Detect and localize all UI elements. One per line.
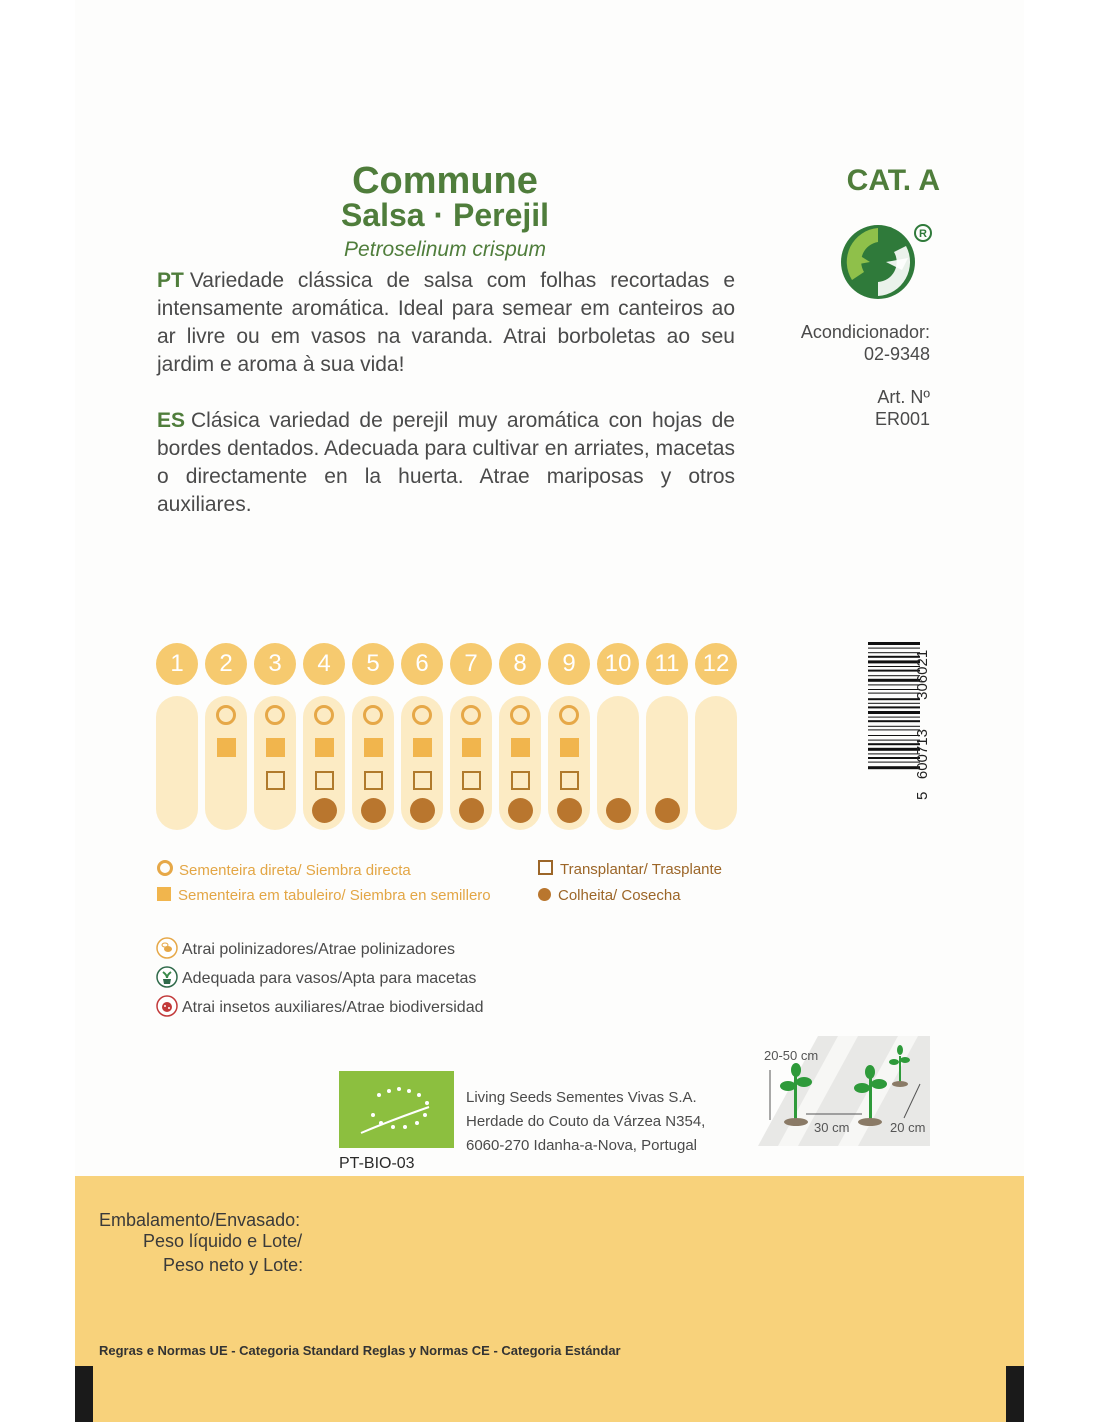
barcode-first-digit: 5 bbox=[914, 791, 931, 800]
rules-text: Regras e Normas UE - Categoria Standard Reglas y Normas CE - Categoria Estándar bbox=[99, 1343, 621, 1358]
barcode-bar bbox=[868, 689, 920, 690]
description-es bbox=[157, 407, 735, 519]
harvest-mark bbox=[557, 798, 582, 823]
month-column-12 bbox=[695, 696, 737, 830]
packaging-line-3: Peso neto y Lote: bbox=[163, 1255, 304, 1275]
feature-pollinators-label: Atrai polinizadores/Atrae polinizadores bbox=[182, 941, 456, 958]
legend-harvest bbox=[538, 886, 681, 906]
harvest-mark bbox=[606, 798, 631, 823]
product-common-names: Salsa · Perejil bbox=[340, 197, 550, 233]
plant-spacing-label: 30 cm bbox=[814, 1120, 850, 1135]
lang-code-es: ES bbox=[157, 409, 186, 432]
month-number-6: 6 bbox=[401, 643, 443, 685]
barcode-bar bbox=[868, 656, 920, 658]
barcode-bar bbox=[868, 766, 920, 769]
tray-sowing-mark bbox=[315, 738, 334, 757]
harvest-mark bbox=[361, 798, 386, 823]
month-number-11: 11 bbox=[646, 643, 688, 685]
harvest-mark bbox=[312, 798, 337, 823]
barcode-right-group: 306021 bbox=[914, 649, 931, 700]
tray-sowing-icon bbox=[157, 887, 171, 901]
month-column-1 bbox=[156, 696, 198, 830]
tray-sowing-mark bbox=[560, 738, 579, 757]
month-number-7: 7 bbox=[450, 643, 492, 685]
barcode-bar bbox=[868, 729, 920, 730]
transplant-icon bbox=[538, 860, 553, 875]
month-column-3 bbox=[254, 696, 296, 830]
svg-text:R: R bbox=[919, 228, 927, 240]
harvest-icon bbox=[538, 888, 551, 901]
feature-biodiversity bbox=[156, 995, 483, 1018]
description-es-text: Clásica variedad de perejil muy aromática con hojas de bordes dentados. Adecuada para cultivar en arriates, macetas o directamente en la huerta. Atrae mariposas y otros auxiliares. bbox=[157, 409, 735, 516]
legend-tray-label: Sementeira em tabuleiro/ Siembra en semillero bbox=[178, 887, 491, 904]
packaging-line-2: Peso líquido e Lote/ bbox=[143, 1231, 303, 1251]
depth-label: 20-50 cm bbox=[764, 1048, 819, 1063]
feature-pollinators bbox=[156, 937, 455, 960]
product-name: Commune bbox=[352, 160, 538, 202]
right-edge-bar bbox=[1006, 1366, 1024, 1422]
direct-sowing-mark bbox=[461, 705, 481, 725]
direct-sowing-mark bbox=[314, 705, 334, 725]
month-column-4 bbox=[303, 696, 345, 830]
barcode-bar bbox=[868, 642, 920, 645]
tray-sowing-mark bbox=[217, 738, 236, 757]
barcode-bar bbox=[868, 670, 920, 672]
legend-harvest-label: Colheita/ Cosecha bbox=[558, 887, 681, 904]
barcode-bar bbox=[868, 743, 920, 745]
description-pt bbox=[157, 267, 735, 379]
company-name: Living Seeds Sementes Vivas S.A. bbox=[466, 1089, 697, 1106]
month-number-5: 5 bbox=[352, 643, 394, 685]
direct-sowing-icon bbox=[157, 860, 173, 876]
transplant-mark bbox=[462, 771, 481, 790]
barcode-bar bbox=[868, 693, 920, 694]
packer-code: 02-9348 bbox=[863, 344, 930, 364]
barcode-bar bbox=[868, 652, 920, 653]
barcode-bar bbox=[868, 711, 920, 714]
month-number-8: 8 bbox=[499, 643, 541, 685]
month-column-11 bbox=[646, 696, 688, 830]
packaging-line-1: Embalamento/Envasado: bbox=[99, 1210, 301, 1230]
barcode-bar bbox=[868, 666, 920, 667]
transplant-mark bbox=[266, 771, 285, 790]
ladybug-icon bbox=[156, 995, 178, 1017]
feature-biodiversity-label: Atrai insetos auxiliares/Atrae biodiversidad bbox=[182, 999, 484, 1016]
transplant-mark bbox=[511, 771, 530, 790]
direct-sowing-mark bbox=[265, 705, 285, 725]
direct-sowing-mark bbox=[559, 705, 579, 725]
barcode-bar bbox=[868, 762, 920, 763]
month-number-1: 1 bbox=[156, 643, 198, 685]
month-number-2: 2 bbox=[205, 643, 247, 685]
barcode-bar bbox=[868, 740, 920, 741]
green-dot-recycling-icon bbox=[840, 222, 936, 302]
month-column-10 bbox=[597, 696, 639, 830]
tray-sowing-mark bbox=[462, 738, 481, 757]
month-column-6 bbox=[401, 696, 443, 830]
barcode-bar bbox=[868, 648, 920, 649]
barcode-bar bbox=[868, 717, 920, 718]
month-number-12: 12 bbox=[695, 643, 737, 685]
lang-code-pt: PT bbox=[157, 269, 184, 292]
company-address-1: Herdade do Couto da Várzea N354, bbox=[466, 1113, 706, 1130]
barcode-digits bbox=[914, 640, 931, 800]
month-number-10: 10 bbox=[597, 643, 639, 685]
barcode-bar bbox=[868, 706, 920, 708]
description-pt-text: Variedade clássica de salsa com folhas recortadas e intensamente aromática. Ideal para semear em canteiros ao ar livre ou em vasos na varanda. Atrai borboletas ao seu jardim e aroma à sua vida! bbox=[157, 269, 735, 376]
harvest-mark bbox=[508, 798, 533, 823]
month-column-5 bbox=[352, 696, 394, 830]
category-label: CAT. A bbox=[846, 164, 940, 197]
barcode-bar bbox=[868, 720, 920, 722]
tray-sowing-mark bbox=[511, 738, 530, 757]
article-code: ER001 bbox=[874, 409, 930, 429]
spacing-diagram bbox=[758, 1036, 930, 1146]
article-label: Art. Nº bbox=[877, 387, 930, 407]
barcode-bar bbox=[868, 748, 920, 751]
sowing-calendar bbox=[156, 643, 736, 833]
transplant-mark bbox=[560, 771, 579, 790]
harvest-mark bbox=[459, 798, 484, 823]
legend-direct bbox=[157, 860, 411, 881]
feature-pots-label: Adequada para vasos/Apta para macetas bbox=[182, 970, 477, 987]
month-number-4: 4 bbox=[303, 643, 345, 685]
bee-icon bbox=[156, 937, 178, 959]
barcode-left-group: 600713 bbox=[914, 729, 931, 780]
company-address-2: 6060-270 Idanha-a-Nova, Portugal bbox=[466, 1137, 697, 1154]
organic-code: PT-BIO-03 bbox=[339, 1155, 415, 1172]
tray-sowing-mark bbox=[364, 738, 383, 757]
transplant-mark bbox=[364, 771, 383, 790]
transplant-mark bbox=[413, 771, 432, 790]
month-number-3: 3 bbox=[254, 643, 296, 685]
product-latin-name: Petroselinum crispum bbox=[344, 238, 546, 261]
barcode-bar bbox=[868, 684, 920, 685]
month-number-9: 9 bbox=[548, 643, 590, 685]
harvest-mark bbox=[410, 798, 435, 823]
month-column-7 bbox=[450, 696, 492, 830]
direct-sowing-mark bbox=[216, 705, 236, 725]
transplant-mark bbox=[315, 771, 334, 790]
eu-organic-leaf-icon bbox=[339, 1071, 454, 1148]
potted-plant-icon bbox=[156, 966, 178, 988]
tray-sowing-mark bbox=[413, 738, 432, 757]
direct-sowing-mark bbox=[510, 705, 530, 725]
barcode-bar bbox=[868, 757, 920, 759]
month-column-9 bbox=[548, 696, 590, 830]
feature-pots bbox=[156, 966, 476, 989]
month-column-8 bbox=[499, 696, 541, 830]
barcode-bar bbox=[868, 735, 920, 736]
barcode-bar bbox=[868, 753, 920, 754]
barcode-bar bbox=[868, 698, 920, 700]
harvest-mark bbox=[655, 798, 680, 823]
legend-direct-label: Sementeira direta/ Siembra directa bbox=[179, 862, 411, 879]
barcode-bar bbox=[868, 675, 920, 676]
direct-sowing-mark bbox=[363, 705, 383, 725]
row-spacing-label: 20 cm bbox=[890, 1120, 926, 1135]
left-edge-bar bbox=[75, 1366, 93, 1422]
legend-transplant-label: Transplantar/ Trasplante bbox=[560, 861, 723, 878]
tray-sowing-mark bbox=[266, 738, 285, 757]
barcode-bar bbox=[868, 660, 920, 663]
direct-sowing-mark bbox=[412, 705, 432, 725]
company-block bbox=[466, 1086, 705, 1158]
packer-label: Acondicionador: bbox=[800, 322, 930, 342]
legend-tray bbox=[157, 886, 491, 906]
barcode-bar bbox=[868, 726, 920, 727]
barcode-bar bbox=[868, 703, 920, 704]
month-column-2 bbox=[205, 696, 247, 830]
barcode-bar bbox=[868, 679, 920, 682]
legend-transplant bbox=[538, 860, 722, 880]
